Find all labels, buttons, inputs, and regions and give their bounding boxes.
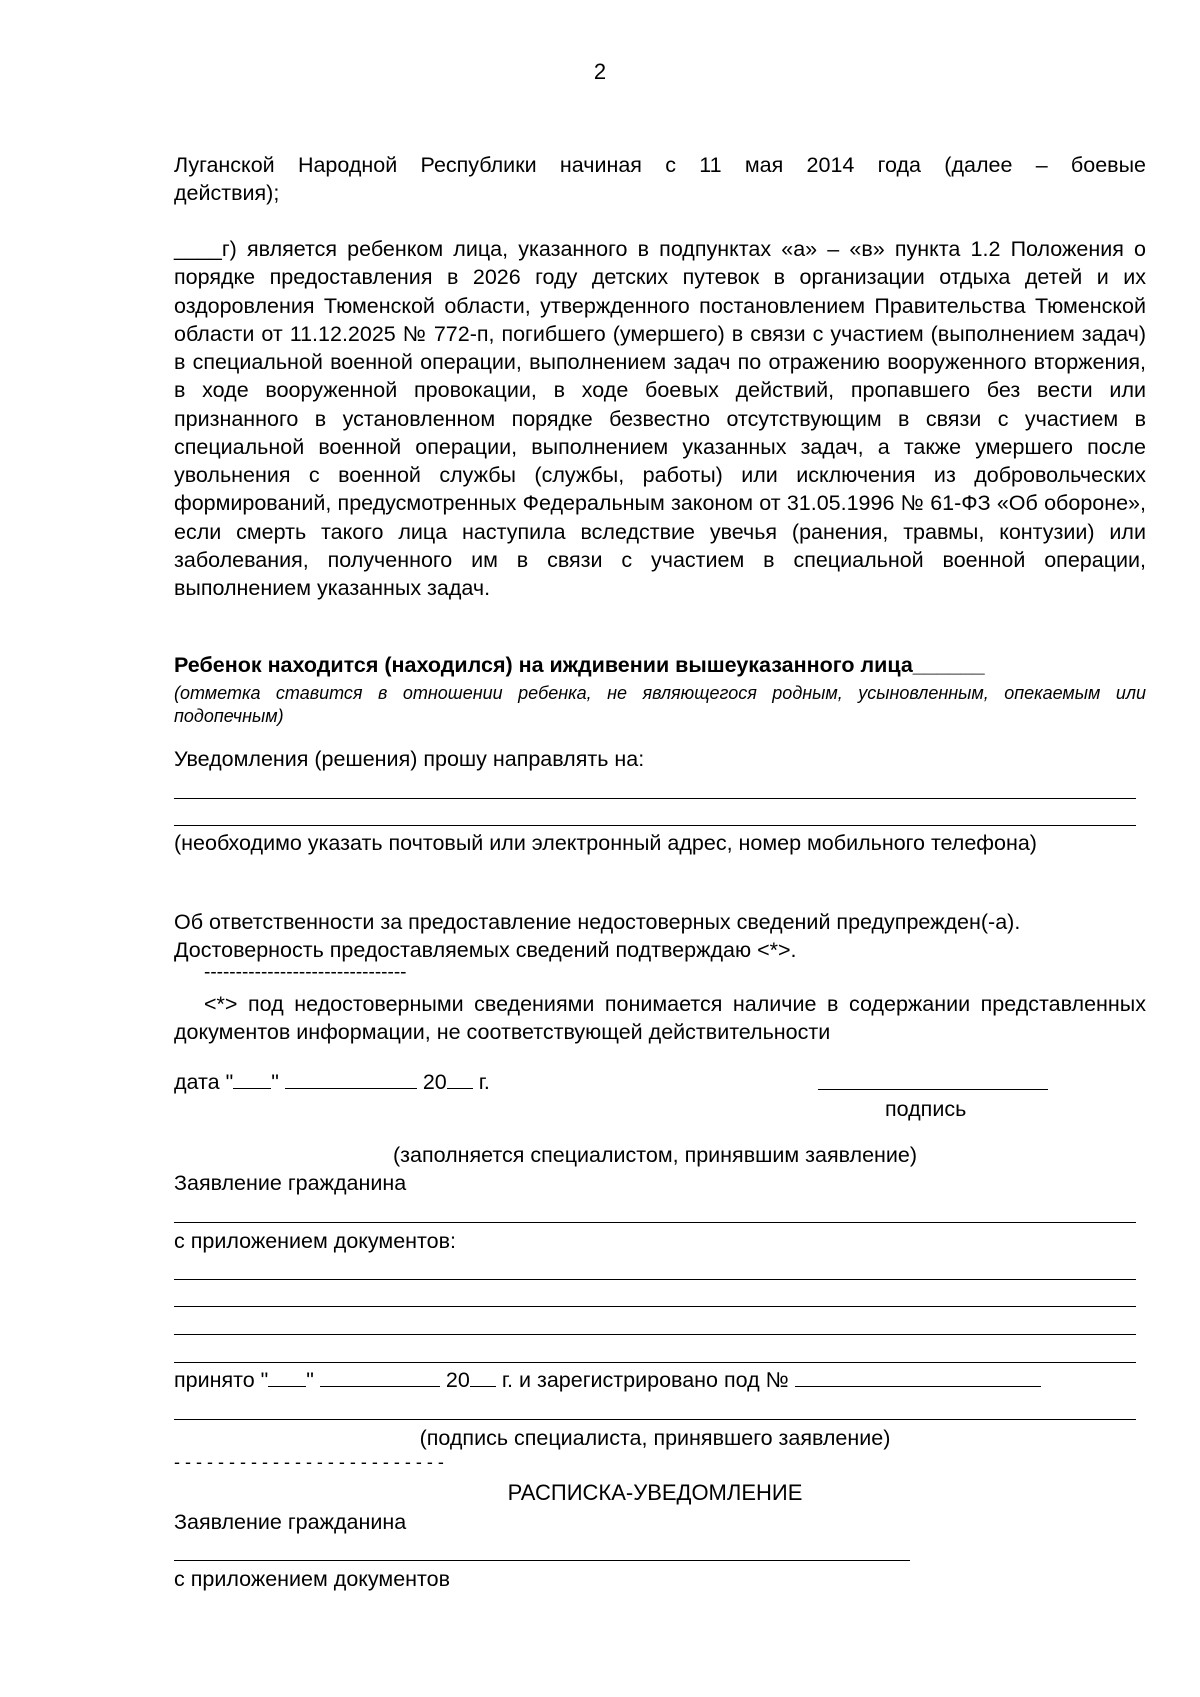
signature-caption: подпись: [885, 1097, 967, 1121]
accepted-suffix: г. и зарегистрировано под №: [501, 1368, 789, 1392]
specialist-signature-line[interactable]: [174, 1419, 1136, 1420]
dependent-note: (отметка ставится в отношении ребенка, не являющегося родным, усыновленным, опекаемым или подопечным): [174, 683, 1146, 726]
citizen-name-line[interactable]: [174, 1222, 1136, 1223]
responsibility-statement: Об ответственности за предоставление недостоверных сведений предупрежден(-а).: [174, 910, 1021, 934]
receipt-citizen-name-line[interactable]: [174, 1560, 910, 1561]
receipt-title: РАСПИСКА-УВЕДОМЛЕНИЕ: [507, 1480, 803, 1505]
registration-number-blank[interactable]: [795, 1368, 1041, 1387]
item-g-text: г) является ребенком лица, указанного в подпунктах «а» – «в» пункта 1.2 Положения о порядке предоставления в 2026 году детских путевок в организации отдыха детей и их оздоровления Тюменской области, утвержденного постановлением Правительства Тюменской области от 11.12.2025 № 772-п, погибшего (умершего) в связи с участием (выполнением задач) в специальной военной операции, выполнением задач по отражению вооруженного вторжения, в ходе вооруженной провокации, в ходе боевых действий, пропавшего без вести или признанного в установленном порядке безвестно отсутствующим в связи с участием в специальной военной операции, выполнением указанных задач, а также умершего после увольнения с военной службы (службы, работы) или исключения из добровольческих формирований, предусмотренных Федеральным законом от 31.05.1996 № 61-ФЗ «Об обороне», если смерть такого лица наступила вследствие увечья (ранения, травмы, контузии) или заболевания, полученного им в связи с участием в специальной военной операции, выполнением указанных задач.: [174, 237, 1146, 600]
item-g-blank: ____: [174, 237, 222, 261]
notify-label: Уведомления (решения) прошу направлять на:: [174, 747, 645, 771]
documents-line-2[interactable]: [174, 1306, 1136, 1307]
notify-address-line-2[interactable]: [174, 825, 1136, 826]
receipt-citizen-application-label: Заявление гражданина: [174, 1510, 407, 1534]
paragraph-line: действия);: [174, 181, 280, 205]
documents-line-4[interactable]: [174, 1362, 1136, 1363]
footnote-rule: --------------------------------: [204, 962, 407, 983]
specialist-caption: (заполняется специалистом, принявшим заявление): [392, 1143, 918, 1167]
date-row: [174, 1068, 490, 1096]
paragraph-line: Луганской Народной Республики начиная с 11 мая 2014 года (далее – боевые: [174, 153, 1146, 177]
accepted-day-blank[interactable]: [268, 1368, 306, 1387]
accepted-quote-close: ": [306, 1368, 314, 1392]
footnote-text: <*> под недостоверными сведениями понимается наличие в содержании представленных документов информации, не соответствующей действительности: [174, 992, 1146, 1045]
signature-line[interactable]: [818, 1089, 1048, 1090]
receipt-with-documents-label: с приложением документов: [174, 1567, 451, 1591]
accepted-month-blank[interactable]: [320, 1368, 440, 1387]
specialist-signature-caption: (подпись специалиста, принявшего заявление): [419, 1426, 891, 1450]
accepted-year-prefix: 20: [445, 1368, 470, 1392]
citizen-application-label: Заявление гражданина: [174, 1171, 407, 1195]
date-day-blank[interactable]: [233, 1070, 271, 1089]
documents-line-1[interactable]: [174, 1279, 1136, 1280]
date-year-blank[interactable]: [447, 1070, 473, 1089]
date-year-suffix: г.: [478, 1070, 490, 1094]
documents-line-3[interactable]: [174, 1334, 1136, 1335]
reliability-statement: Достоверность предоставляемых сведений подтверждаю <*>.: [174, 938, 797, 962]
date-label: дата ": [174, 1070, 234, 1094]
accepted-year-blank[interactable]: [470, 1368, 496, 1387]
notify-address-line-1[interactable]: [174, 798, 1136, 799]
date-month-blank[interactable]: [285, 1070, 417, 1089]
dependent-label: Ребенок находится (находился) на иждивении вышеуказанного лица______: [174, 653, 985, 677]
accepted-row: [174, 1366, 1041, 1394]
cut-line: - - - - - - - - - - - - - - - - - - - - - - - - -: [174, 1452, 444, 1472]
accepted-label: принято ": [174, 1368, 269, 1392]
notify-hint: (необходимо указать почтовый или электронный адрес, номер мобильного телефона): [174, 831, 1037, 855]
date-quote-close: ": [271, 1070, 279, 1094]
page-number: 2: [593, 59, 607, 84]
with-documents-label: с приложением документов:: [174, 1229, 456, 1253]
date-year-prefix: 20: [422, 1070, 447, 1094]
item-g-paragraph: [174, 235, 1146, 602]
